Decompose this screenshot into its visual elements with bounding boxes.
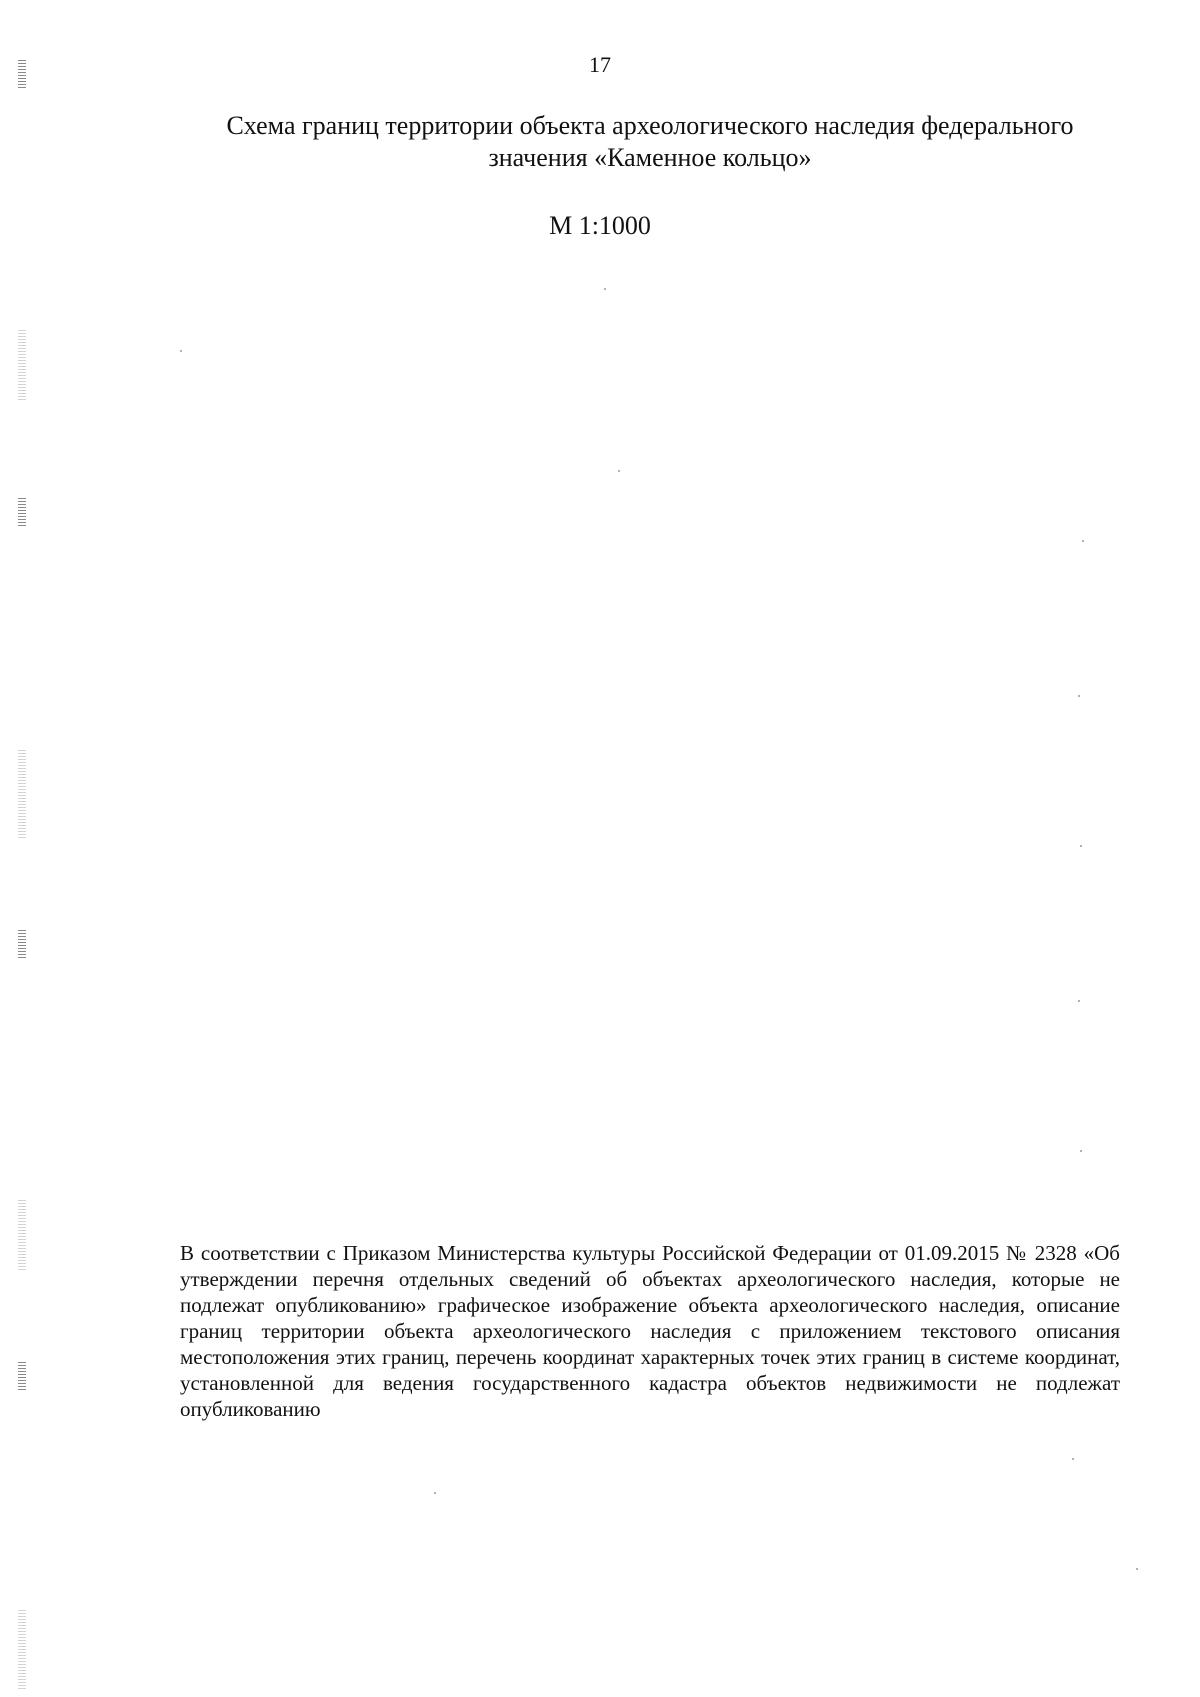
- scan-artifact: [18, 1200, 26, 1270]
- scan-speck: [604, 288, 606, 290]
- scan-speck: [1080, 1150, 1082, 1152]
- scan-speck: [1078, 1000, 1080, 1002]
- scan-speck: [1072, 1458, 1074, 1460]
- document-title: Схема границ территории объекта археологического наследия федерального значения «Каменное кольцо»: [226, 111, 1074, 172]
- scan-speck: [618, 470, 620, 472]
- page-number: 17: [589, 52, 611, 77]
- scan-artifact: [18, 930, 26, 960]
- scan-speck: [434, 1492, 436, 1494]
- scan-artifact: [18, 1362, 26, 1392]
- publication-restriction-notice: В соответствии с Приказом Министерства культуры Российской Федерации от 01.09.2015 № 2328 «Об утверждении перечня отдельных сведений об объектах археологического наследия, которые не подлежат опубликованию» графическое изображение объекта археологического наследия, описание границ территории объекта археологического наследия с приложением текстового описания местоположения этих границ, перечень координат характерных точек этих границ в системе координат, установленной для ведения государственного кадастра объектов недвижимости не подлежат опубликованию: [180, 1241, 1120, 1421]
- scan-artifact: [18, 498, 26, 528]
- scan-speck: [180, 350, 182, 352]
- map-scale: М 1:1000: [549, 211, 651, 240]
- scan-speck: [1080, 845, 1082, 847]
- scan-speck: [1078, 695, 1080, 697]
- scan-speck: [1082, 540, 1084, 542]
- scan-artifact: [18, 330, 26, 400]
- scan-speck: [1136, 1568, 1138, 1570]
- scan-artifact: [18, 750, 26, 840]
- scan-artifact: [18, 1610, 26, 1690]
